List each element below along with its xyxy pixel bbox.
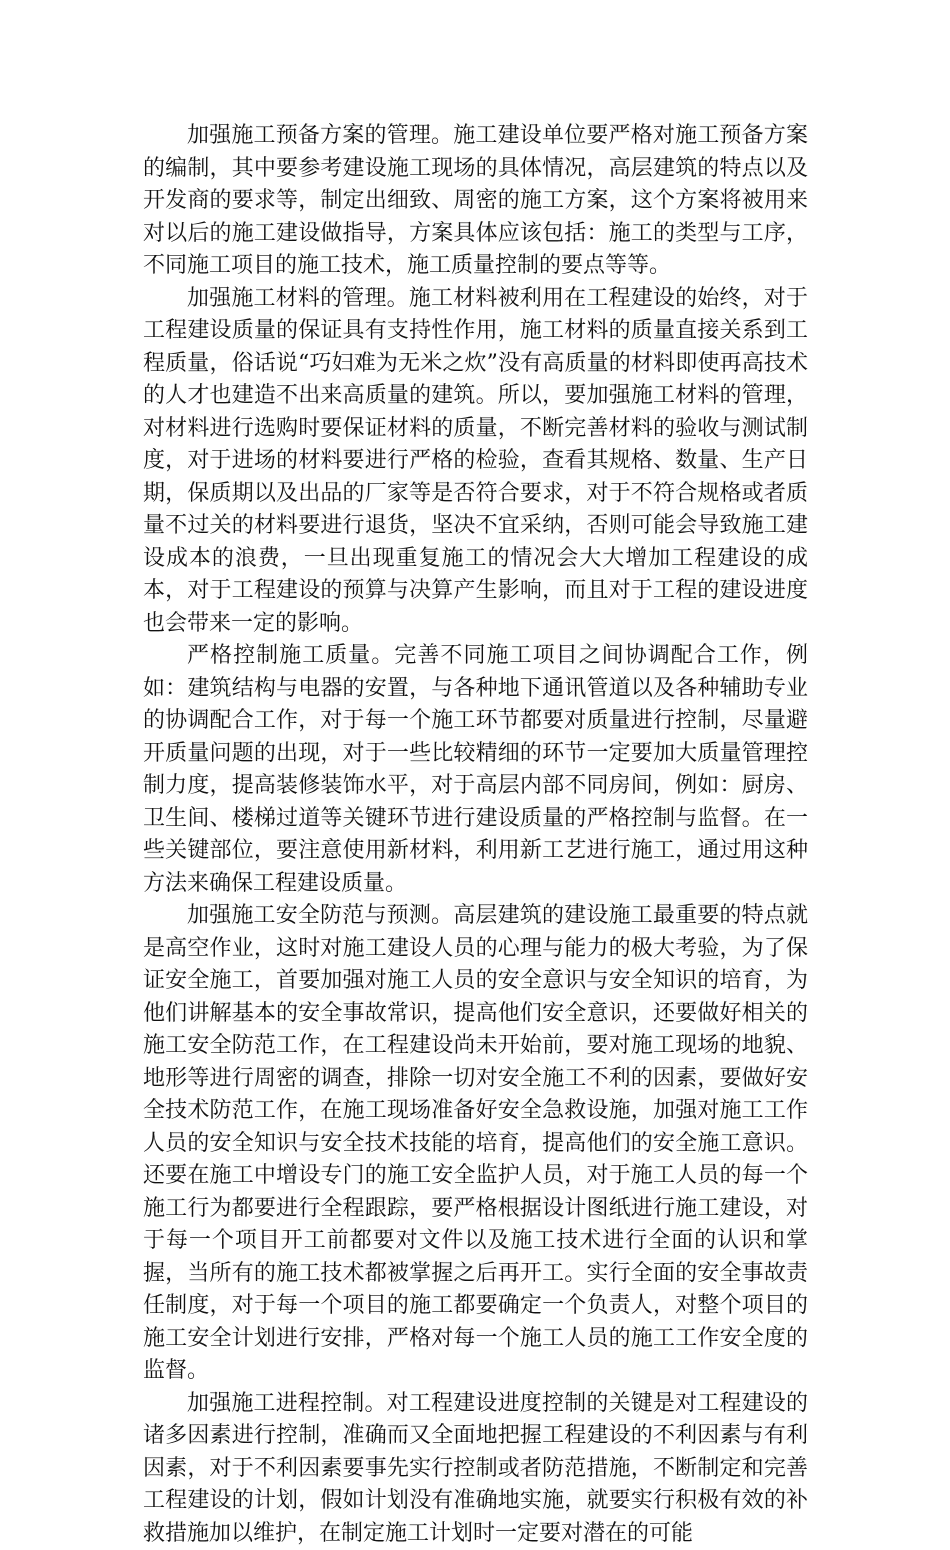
document-body bbox=[143, 120, 808, 1550]
paragraph-construction-plan: 加强施工预备方案的管理。施工建设单位要严格对施工预备方案的编制，其中要参考建设施工现场的具体情况，高层建筑的特点以及开发商的要求等，制定出细致、周密的施工方案，这个方案将被用来对以后的施工建设做指导，方案具体应该包括：施工的类型与工序，不同施工项目的施工技术，施工质量控制的要点等等。 bbox=[143, 120, 808, 283]
paragraph-safety-prevention: 加强施工安全防范与预测。高层建筑的建设施工最重要的特点就是高空作业，这时对施工建设人员的心理与能力的极大考验，为了保证安全施工，首要加强对施工人员的安全意识与安全知识的培育，为他们讲解基本的安全事故常识，提高他们安全意识，还要做好相关的施工安全防范工作，在工程建设尚未开始前，要对施工现场的地貌、地形等进行周密的调查，排除一切对安全施工不利的因素，要做好安全技术防范工作，在施工现场准备好安全急救设施，加强对施工工作人员的安全知识与安全技术技能的培育，提高他们的安全施工意识。还要在施工中增设专门的施工安全监护人员，对于施工人员的每一个施工行为都要进行全程跟踪，要严格根据设计图纸进行施工建设，对于每一个项目开工前都要对文件以及施工技术进行全面的认识和掌握，当所有的施工技术都被掌握之后再开工。实行全面的安全事故责任制度，对于每一个项目的施工都要确定一个负责人，对整个项目的施工安全计划进行安排，严格对每一个施工人员的施工工作安全度的监督。 bbox=[143, 900, 808, 1388]
paragraph-progress-control: 加强施工进程控制。对工程建设进度控制的关键是对工程建设的诸多因素进行控制，准确而又全面地把握工程建设的不利因素与有利因素，对于不利因素要事先实行控制或者防范措施，不断制定和完善工程建设的计划，假如计划没有准确地实施，就要实行积极有效的补救措施加以维护，在制定施工计划时一定要对潜在的可能 bbox=[143, 1388, 808, 1550]
paragraph-quality-control: 严格控制施工质量。完善不同施工项目之间协调配合工作，例如：建筑结构与电器的安置，与各种地下通讯管道以及各种辅助专业的协调配合工作，对于每一个施工环节都要对质量进行控制，尽量避开质量问题的出现，对于一些比较精细的环节一定要加大质量管理控制力度，提高装修装饰水平，对于高层内部不同房间，例如：厨房、卫生间、楼梯过道等关键环节进行建设质量的严格控制与监督。在一些关键部位，要注意使用新材料，利用新工艺进行施工，通过用这种方法来确保工程建设质量。 bbox=[143, 640, 808, 900]
paragraph-material-management: 加强施工材料的管理。施工材料被利用在工程建设的始终，对于工程建设质量的保证具有支持性作用，施工材料的质量直接关系到工程质量，俗话说“巧妇难为无米之炊”没有高质量的材料即使再高技术的人才也建造不出来高质量的建筑。所以，要加强施工材料的管理，对材料进行选购时要保证材料的质量，不断完善材料的验收与测试制度，对于进场的材料要进行严格的检验，查看其规格、数量、生产日期，保质期以及出品的厂家等是否符合要求，对于不符合规格或者质量不过关的材料要进行退货，坚决不宜采纳，否则可能会导致施工建设成本的浪费，一旦出现重复施工的情况会大大增加工程建设的成本，对于工程建设的预算与决算产生影响，而且对于工程的建设进度也会带来一定的影响。 bbox=[143, 283, 808, 641]
